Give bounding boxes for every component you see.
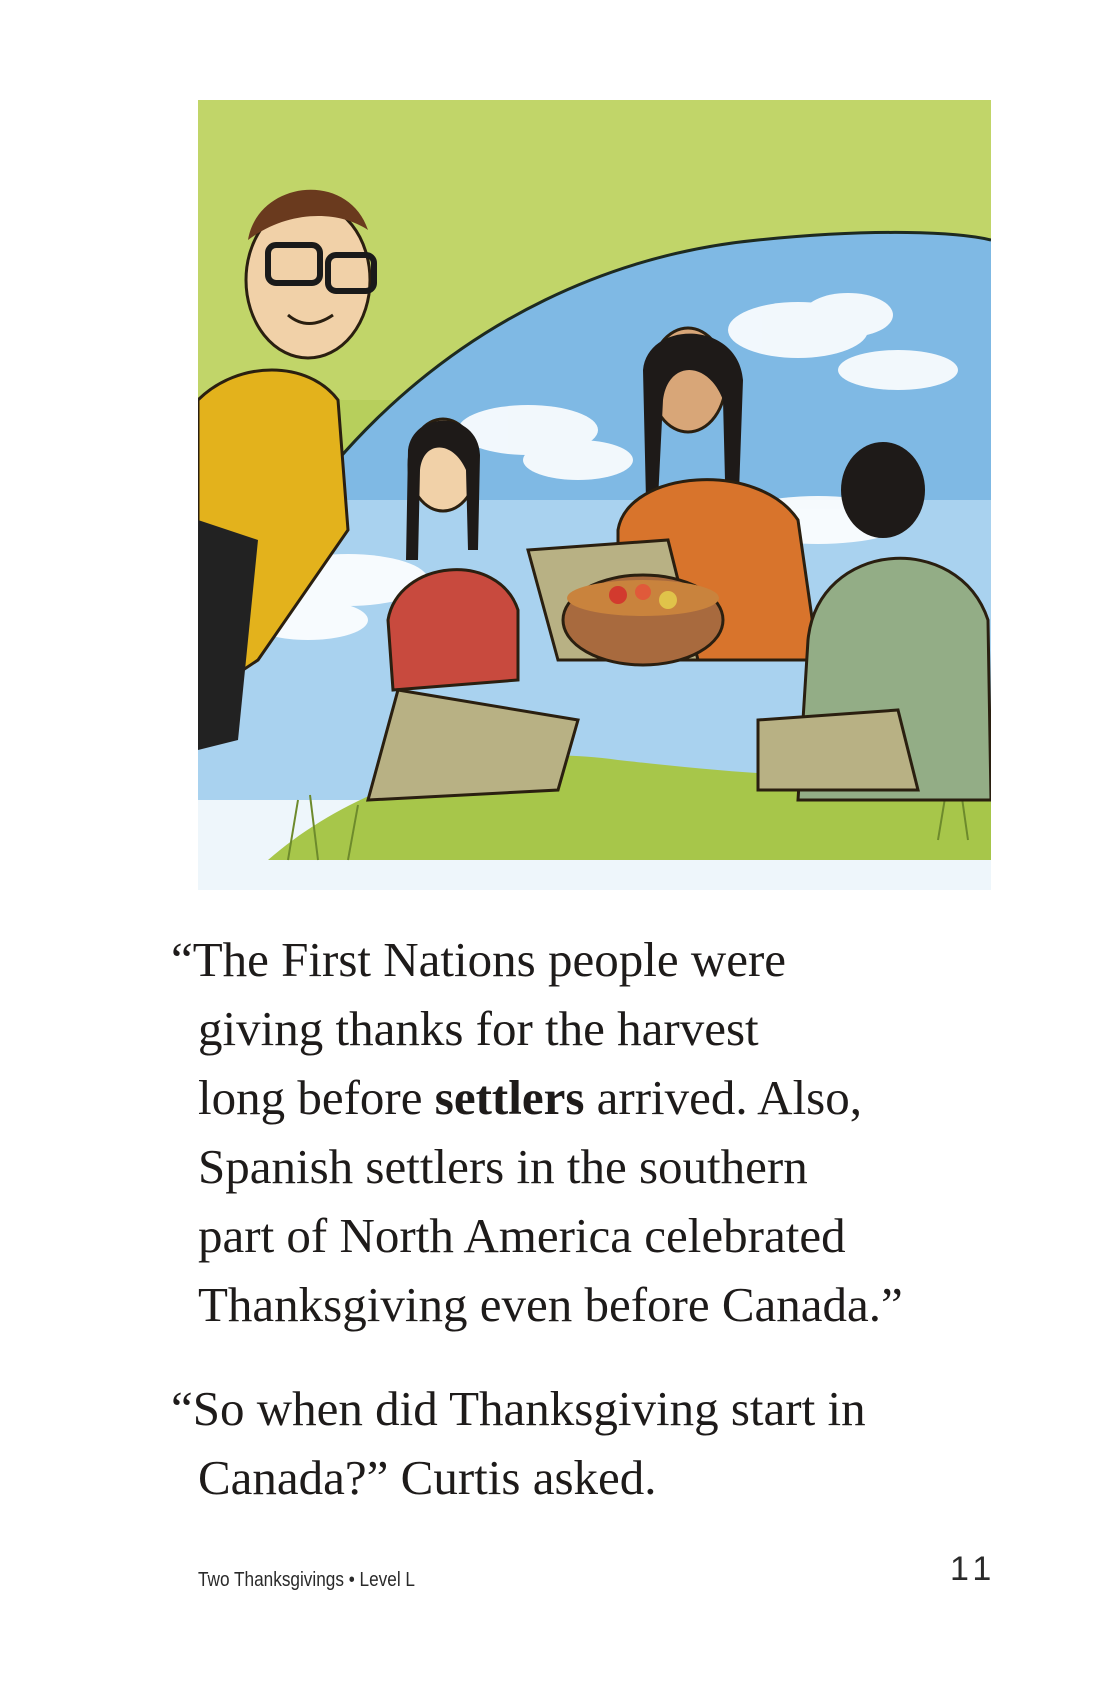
footer-book-title: Two Thanksgivings • Level L — [198, 1569, 416, 1591]
page-number: 11 — [950, 1550, 998, 1588]
para2-line2: Canada?” Curtis asked. — [198, 1450, 657, 1505]
para1-line3-end: arrived. Also, — [584, 1070, 863, 1125]
para1-line1: “The First Nations people were — [171, 932, 787, 987]
para1-line3-start: long before — [198, 1070, 435, 1125]
story-paragraph-2 — [171, 1374, 1038, 1512]
para1-line4: Spanish settlers in the southern — [198, 1139, 808, 1194]
para1-line2: giving thanks for the harvest — [198, 1001, 759, 1056]
story-paragraph-1 — [171, 925, 1038, 1339]
para1-line6: Thanksgiving even before Canada.” — [198, 1277, 903, 1332]
vocabulary-word-settlers: settlers — [434, 1070, 585, 1125]
story-illustration — [198, 100, 991, 890]
para1-line5: part of North America celebrated — [198, 1208, 846, 1263]
para2-line1: “So when did Thanksgiving start in — [171, 1381, 866, 1436]
